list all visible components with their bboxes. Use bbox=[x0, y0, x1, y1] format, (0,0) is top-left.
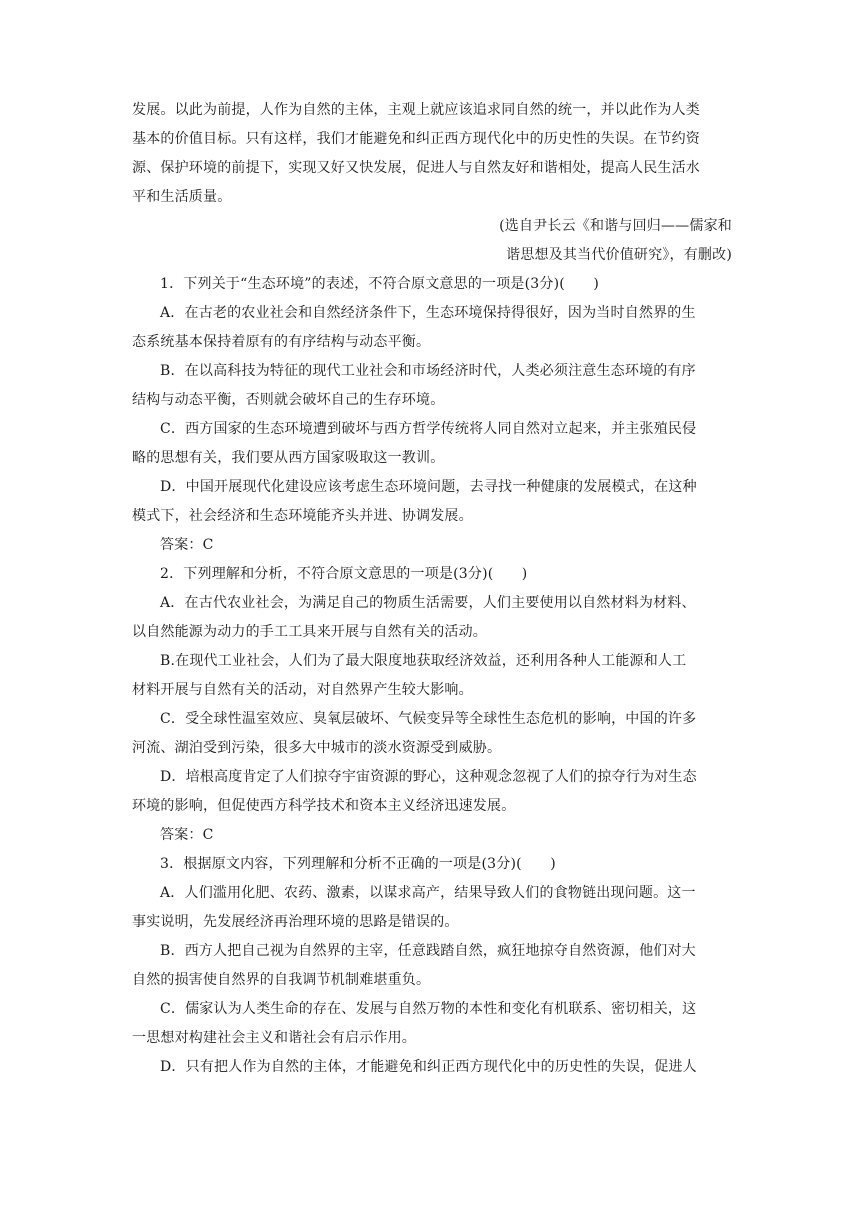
passage-tail bbox=[132, 96, 732, 212]
passage-line: 源、保护环境的前提下，实现又好又快发展，促进人与自然友好和谐相处，提高人民生活水 bbox=[132, 160, 700, 176]
option-line: 环境的影响，但促使西方科学技术和资本主义经济迅速发展。 bbox=[132, 798, 516, 814]
option-line: B.在现代工业社会，人们为了最大限度地获取经济效益，还利用各种人工能源和人工 bbox=[160, 653, 687, 669]
option-line: 模式下，社会经济和生态环境能齐头并进、协调发展。 bbox=[132, 508, 473, 524]
option-line: 以自然能源为动力的手工工具来开展与自然有关的活动。 bbox=[132, 624, 487, 640]
option-c bbox=[132, 995, 732, 1053]
option-d bbox=[132, 473, 732, 531]
option-line: 一思想对构建社会主义和谐社会有启示作用。 bbox=[132, 1030, 416, 1046]
option-b bbox=[132, 357, 732, 415]
question-stem: 2．下列理解和分析，不符合原文意思的一项是(3分)( ) bbox=[160, 566, 528, 582]
option-line: B．在以高科技为特征的现代工业社会和市场经济时代，人类必须注意生态环境的有序 bbox=[160, 363, 696, 379]
option-line: 材料开展与自然有关的活动，对自然界产生较大影响。 bbox=[132, 682, 473, 698]
question-stem: 1．下列关于“生态环境”的表述，不符合原文意思的一项是(3分)( ) bbox=[160, 276, 599, 292]
source-citation bbox=[132, 212, 732, 270]
option-a bbox=[132, 299, 732, 357]
option-line: C．儒家认为人类生命的存在、发展与自然万物的本性和变化有机联系、密切相关，这 bbox=[160, 1001, 697, 1017]
option-line: 事实说明，先发展经济再治理环境的思路是错误的。 bbox=[132, 914, 459, 930]
option-a bbox=[132, 589, 732, 647]
option-line: B．西方人把自己视为自然界的主宰，任意践踏自然，疯狂地掠夺自然资源，他们对大 bbox=[160, 943, 696, 959]
source-line: (选自尹长云《和谐与回归——儒家和 bbox=[499, 218, 732, 234]
option-line: C．西方国家的生态环境遭到破坏与西方哲学传统将人同自然对立起来，并主张殖民侵 bbox=[160, 421, 697, 437]
source-line: 谐思想及其当代价值研究》，有删改) bbox=[506, 247, 732, 263]
option-line: C．受全球性温室效应、臭氧层破坏、气候变异等全球性生态危机的影响，中国的许多 bbox=[160, 711, 697, 727]
option-d bbox=[132, 1053, 732, 1082]
option-line: D．中国开展现代化建设应该考虑生态环境问题，去寻找一种健康的发展模式，在这种 bbox=[160, 479, 697, 495]
question-3 bbox=[132, 850, 732, 1082]
option-line: 河流、湖泊受到污染，很多大中城市的淡水资源受到威胁。 bbox=[132, 740, 502, 756]
answer: 答案：C bbox=[160, 827, 214, 843]
option-line: 结构与动态平衡，否则就会破坏自己的生存环境。 bbox=[132, 392, 445, 408]
option-d bbox=[132, 763, 732, 821]
passage-line: 发展。以此为前提，人作为自然的主体，主观上就应该追求同自然的统一，并以此作为人类 bbox=[132, 102, 700, 118]
option-line: A．在古老的农业社会和自然经济条件下，生态环境保持得很好，因为当时自然界的生 bbox=[160, 305, 696, 321]
option-b bbox=[132, 647, 732, 705]
option-b bbox=[132, 937, 732, 995]
question-1 bbox=[132, 270, 732, 560]
option-line: A．在古代农业社会，为满足自己的物质生活需要，人们主要使用以自然材料为材料、 bbox=[160, 595, 696, 611]
option-c bbox=[132, 415, 732, 473]
option-c bbox=[132, 705, 732, 763]
option-line: 略的思想有关，我们要从西方国家吸取这一教训。 bbox=[132, 450, 445, 466]
passage-line: 平和生活质量。 bbox=[132, 189, 232, 205]
option-line: D．培根高度肯定了人们掠夺宇宙资源的野心，这种观念忽视了人们的掠夺行为对生态 bbox=[160, 769, 697, 785]
document-page bbox=[132, 96, 732, 1082]
question-stem: 3．根据原文内容，下列理解和分析不正确的一项是(3分)( ) bbox=[160, 856, 556, 872]
question-2 bbox=[132, 560, 732, 850]
option-line: D．只有把人作为自然的主体，才能避免和纠正西方现代化中的历史性的失误，促进人 bbox=[160, 1059, 697, 1075]
answer: 答案：C bbox=[160, 537, 214, 553]
option-line: A．人们滥用化肥、农药、激素，以谋求高产，结果导致人们的食物链出现问题。这一 bbox=[160, 885, 696, 901]
option-a bbox=[132, 879, 732, 937]
passage-line: 基本的价值目标。只有这样，我们才能避免和纠正西方现代化中的历史性的失误。在节约资 bbox=[132, 131, 700, 147]
option-line: 态系统基本保持着原有的有序结构与动态平衡。 bbox=[132, 334, 431, 350]
option-line: 自然的损害使自然界的自我调节机制难堪重负。 bbox=[132, 972, 431, 988]
